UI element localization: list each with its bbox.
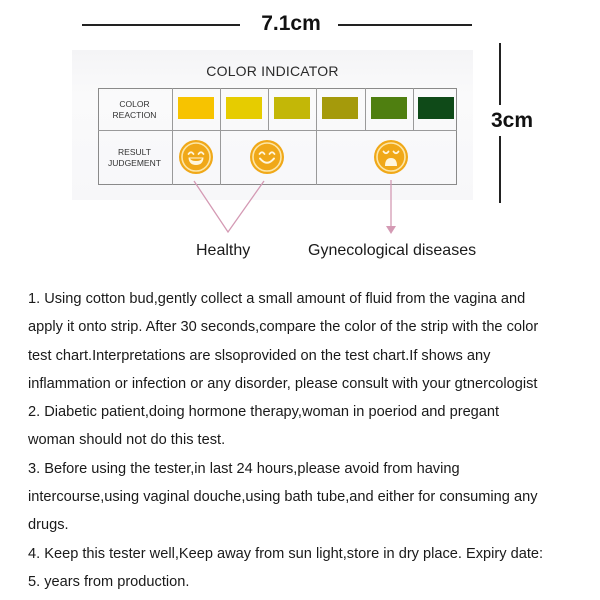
color-reaction-label: [98, 99, 171, 121]
height-dimension-line-top: [499, 43, 501, 105]
instruction-line: intercourse,using vaginal douche,using bath tube,and either for consuming any: [28, 489, 538, 506]
width-dimension-label: 7.1cm: [261, 12, 321, 35]
healthy-label: Healthy: [196, 242, 251, 259]
instruction-line: test chart.Interpretations are slsoprovided on the test chart.If shows any: [28, 347, 491, 364]
width-dimension-line-right: [338, 24, 472, 26]
instruction-line: woman should not do this test.: [28, 432, 226, 449]
height-dimension-line-bottom: [499, 136, 501, 203]
label-line: REACTION: [112, 110, 157, 120]
col-divider: [268, 88, 269, 130]
smiling-face-icon: [250, 140, 284, 174]
instruction-line: 4. Keep this tester well,Keep away from sun light,store in dry place. Expiry date:: [28, 545, 544, 562]
color-swatch-4: [322, 97, 358, 119]
laughing-face-icon: [179, 140, 213, 174]
instructions-text: [28, 285, 588, 596]
height-dimension-label: 3cm: [490, 109, 534, 132]
label-line: COLOR: [119, 99, 150, 109]
col-divider: [365, 88, 366, 130]
instruction-line: drugs.: [28, 517, 69, 534]
label-line: JUDGEMENT: [108, 158, 161, 168]
disease-label: Gynecological diseases: [308, 242, 477, 259]
instruction-line: 5. years from production.: [28, 573, 190, 590]
instruction-line: 2. Diabetic patient,doing hormone therapy,woman in poeriod and pregant: [28, 404, 500, 421]
col-divider: [413, 88, 414, 130]
instruction-line: 3. Before using the tester,in last 24 hours,please avoid from having: [28, 460, 460, 477]
width-dimension-line-left: [82, 24, 240, 26]
col-divider: [316, 88, 317, 185]
color-swatch-1: [178, 97, 214, 119]
color-swatch-2: [226, 97, 262, 119]
label-line: RESULT: [118, 147, 151, 157]
color-swatch-5: [371, 97, 407, 119]
instruction-line: apply it onto strip. After 30 seconds,compare the color of the strip with the color: [28, 319, 539, 336]
col-divider: [172, 88, 173, 185]
result-judgement-label: [98, 147, 171, 169]
instruction-line: inflammation or infection or any disorder, please consult with your gtnercologist: [28, 375, 538, 392]
row-divider: [98, 130, 457, 131]
col-divider: [220, 88, 221, 185]
card-title: COLOR INDICATOR: [206, 63, 339, 79]
instruction-line: 1. Using cotton bud,gently collect a small amount of fluid from the vagina and: [28, 291, 526, 307]
color-swatch-3: [274, 97, 310, 119]
sad-face-icon: [374, 140, 408, 174]
color-swatch-6: [418, 97, 454, 119]
